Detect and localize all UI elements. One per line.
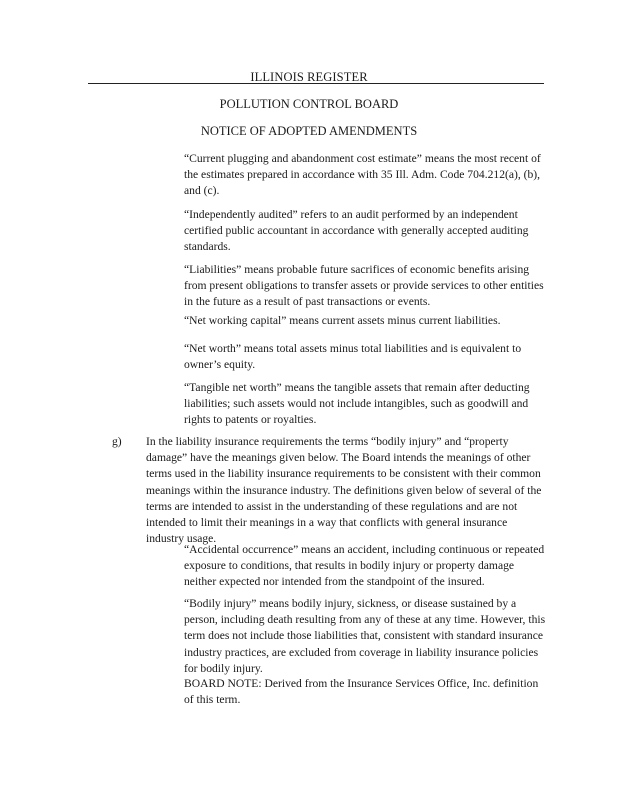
- definition-accidental-occurrence: “Accidental occurrence” means an accident, including continuous or repeated exposure to conditions, that results in bodily injury or property damage neither expected nor intended from the standpoint of the insured.: [184, 543, 545, 589]
- definition-bodily-injury: “Bodily injury” means bodily injury, sickness, or disease sustained by a person, including death resulting from any of these at any time. However, this term does not include those liabilities that, consistent with standard insurance industry practices, are excluded from coverage in liability insurance policies for bodily injury.: [184, 597, 546, 675]
- register-title: ILLINOIS REGISTER: [250, 70, 368, 84]
- definition-independently-audited: “Independently audited” refers to an audit performed by an independent certified public accountant in accordance with generally accepted auditing standards.: [184, 208, 529, 254]
- item-g-text: In the liability insurance requirements the terms “bodily injury” and “property damage” have the meanings given below. The Board intends the meanings of other terms used in the liability insurance requirements to be consistent with their common meanings within the insurance industry. The definitions given below of several of the terms are intended to assist in the understanding of these regulations and are not intended to limit their meanings in a way that conflicts with general insurance industry usage.: [146, 435, 542, 546]
- definition-net-worth: “Net worth” means total assets minus total liabilities and is equivalent to owner’s equity.: [184, 342, 522, 372]
- notice-title: NOTICE OF ADOPTED AMENDMENTS: [200, 124, 418, 138]
- item-g-label: g): [112, 435, 122, 448]
- agency-title: POLLUTION CONTROL BOARD: [219, 97, 399, 111]
- definition-liabilities: “Liabilities” means probable future sacrifices of economic benefits arising from present obligations to transfer assets or provide services to other entities in the future as a result of past transactions or events.: [184, 263, 544, 309]
- definition-current-plugging: “Current plugging and abandonment cost estimate” means the most recent of the estimates prepared in accordance with 35 Ill. Adm. Code 704.212(a), (b), and (c).: [184, 152, 541, 198]
- board-note: BOARD NOTE: Derived from the Insurance Services Office, Inc. definition of this term.: [184, 677, 539, 707]
- definition-net-working-capital: “Net working capital” means current assets minus current liabilities.: [184, 314, 501, 327]
- definition-tangible-net-worth: “Tangible net worth” means the tangible assets that remain after deducting liabilities; such assets would not include intangibles, such as goodwill and rights to patents or royalties.: [184, 381, 530, 427]
